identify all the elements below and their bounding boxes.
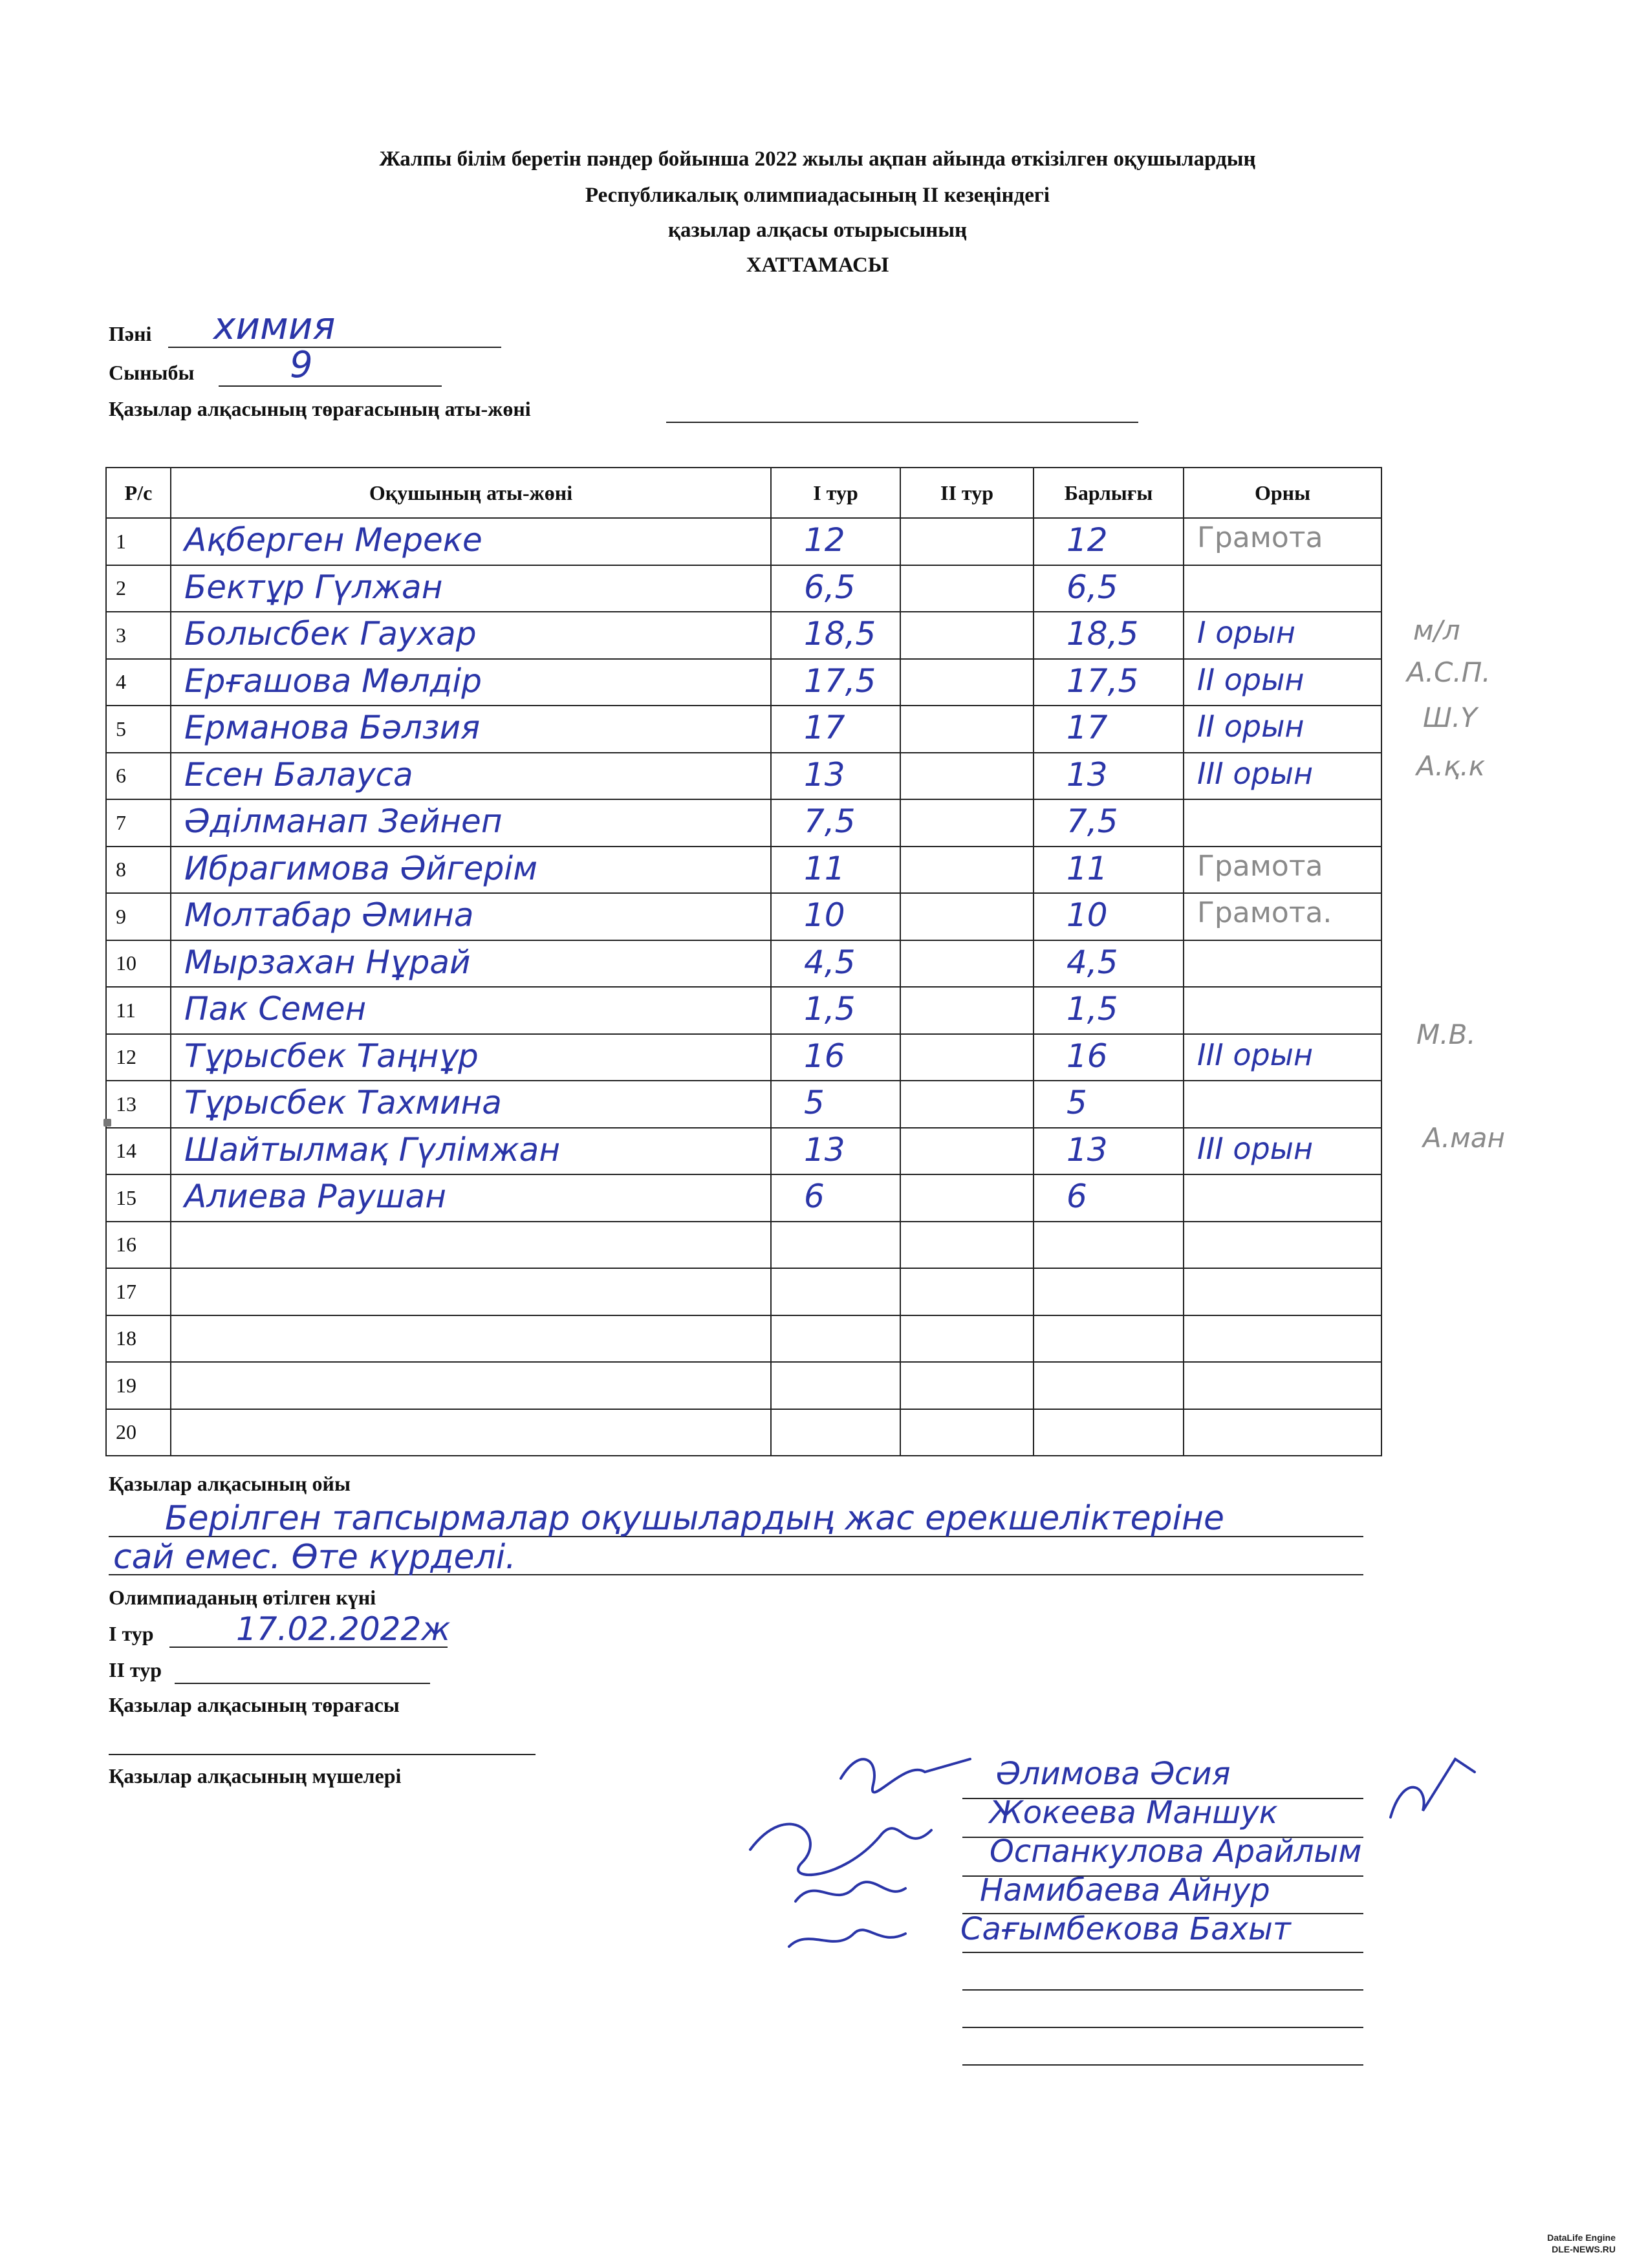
member-line <box>962 2064 1363 2066</box>
total-score-cell <box>1034 893 1184 940</box>
tour1-score: 5 <box>804 1084 825 1121</box>
table-row <box>106 706 1381 753</box>
tour2-score-cell <box>900 847 1034 894</box>
members-label: Қазылар алқасының мүшелері <box>109 1764 402 1787</box>
tour1-score-cell <box>771 565 900 612</box>
student-name-cell <box>171 1315 771 1363</box>
grade-underline <box>219 385 442 387</box>
margin-note: А.ман <box>1423 1122 1505 1154</box>
student-name: Алиева Раушан <box>184 1178 446 1215</box>
watermark-line-1: DataLife Engine <box>1547 2232 1616 2243</box>
tour2-score-cell <box>900 753 1034 800</box>
signature-5 <box>1391 1759 1475 1817</box>
row-number: 14 <box>106 1128 171 1175</box>
member-name: Оспанкулова Арайлым <box>990 1833 1362 1870</box>
total-score-cell <box>1034 1315 1184 1363</box>
student-name: Болысбек Гаухар <box>184 615 477 653</box>
col-header-number: Р/с <box>106 468 171 518</box>
student-name: Молтабар Әмина <box>184 896 474 934</box>
total-score: 16 <box>1067 1037 1108 1075</box>
table-row <box>106 893 1381 940</box>
grade-label: Сыныбы <box>109 361 195 384</box>
student-name-cell <box>171 1268 771 1315</box>
tour1-score-cell <box>771 1174 900 1222</box>
member-name: Әлимова Әсия <box>996 1756 1231 1792</box>
col-header-name: Оқушының аты-жөні <box>171 468 771 518</box>
student-name-cell <box>171 847 771 894</box>
student-name: Ерманова Бәлзия <box>184 709 481 746</box>
margin-note: А.С.П. <box>1407 656 1491 688</box>
place: ІІІ орын <box>1197 1130 1314 1166</box>
tour1-score-cell <box>771 612 900 659</box>
total-score: 11 <box>1067 849 1108 887</box>
place-cell <box>1184 565 1381 612</box>
header-line-4: ХАТТАМАСЫ <box>746 254 889 277</box>
place-cell <box>1184 987 1381 1034</box>
student-name-cell <box>171 753 771 800</box>
total-score-cell <box>1034 1034 1184 1081</box>
tour2-score-cell <box>900 1034 1034 1081</box>
signature-2 <box>750 1824 931 1875</box>
total-score: 1,5 <box>1067 990 1118 1028</box>
table-row <box>106 799 1381 847</box>
place-cell <box>1184 518 1381 565</box>
place: Грамота <box>1197 521 1323 554</box>
tour2-score-cell <box>900 518 1034 565</box>
total-score: 4,5 <box>1067 943 1118 981</box>
place-cell <box>1184 1268 1381 1315</box>
student-name-cell <box>171 799 771 847</box>
place-cell <box>1184 1409 1381 1456</box>
table-header-row <box>106 468 1381 518</box>
tour2-score-cell <box>900 659 1034 706</box>
tour1-score-cell <box>771 1034 900 1081</box>
row-number: 5 <box>106 706 171 753</box>
tour2-score-cell <box>900 1222 1034 1269</box>
table-row <box>106 1174 1381 1222</box>
col-header-total: Барлығы <box>1034 468 1184 518</box>
tour1-score-cell <box>771 1268 900 1315</box>
student-name-cell <box>171 940 771 988</box>
tour1-score-cell <box>771 659 900 706</box>
signature-1 <box>841 1759 970 1792</box>
tour1-score: 4,5 <box>804 943 856 981</box>
row-number: 10 <box>106 940 171 988</box>
total-score-cell <box>1034 1409 1184 1456</box>
total-score-cell <box>1034 753 1184 800</box>
student-name-cell <box>171 518 771 565</box>
tour2-score-cell <box>900 987 1034 1034</box>
tour1-score-cell <box>771 893 900 940</box>
total-score: 6,5 <box>1067 568 1118 606</box>
header-line-1: Жалпы білім беретін пәндер бойынша 2022 жылы ақпан айында өткізілген оқушылардың <box>379 147 1256 171</box>
row-number: 19 <box>106 1362 171 1409</box>
row-number: 17 <box>106 1268 171 1315</box>
student-name-cell <box>171 1128 771 1175</box>
scan-mark <box>103 1119 111 1127</box>
tour1-score: 7,5 <box>804 803 856 840</box>
tour1-score: 17,5 <box>804 662 876 700</box>
tour1-score: 16 <box>804 1037 845 1075</box>
total-score-cell <box>1034 799 1184 847</box>
row-number: 9 <box>106 893 171 940</box>
row-number: 12 <box>106 1034 171 1081</box>
tour1-score-cell <box>771 1409 900 1456</box>
place-cell <box>1184 612 1381 659</box>
place-cell <box>1184 1128 1381 1175</box>
place: ІІ орын <box>1197 709 1305 744</box>
results-table <box>105 467 1382 1456</box>
tour2-score-cell <box>900 1128 1034 1175</box>
tour1-score-cell <box>771 706 900 753</box>
table-row <box>106 612 1381 659</box>
member-name: Жокеева Маншук <box>990 1795 1278 1831</box>
opinion-text-1: Берілген тапсырмалар оқушылардың жас ерекшеліктеріне <box>165 1499 1224 1538</box>
place-cell <box>1184 940 1381 988</box>
tour2-score-cell <box>900 893 1034 940</box>
tour1-score-cell <box>771 847 900 894</box>
total-score-cell <box>1034 1362 1184 1409</box>
tour1-score: 12 <box>804 521 845 559</box>
tour2-score-cell <box>900 1081 1034 1128</box>
tour1-score-cell <box>771 799 900 847</box>
place: Грамота <box>1197 849 1323 883</box>
total-score-cell <box>1034 565 1184 612</box>
margin-note: А.қ.к <box>1416 750 1486 782</box>
total-score-cell <box>1034 518 1184 565</box>
table-row <box>106 1409 1381 1456</box>
tour1-score: 18,5 <box>804 615 876 653</box>
row-number: 6 <box>106 753 171 800</box>
student-name: Әділманап Зейнеп <box>184 803 503 840</box>
place-cell <box>1184 659 1381 706</box>
student-name-cell <box>171 1409 771 1456</box>
total-score: 18,5 <box>1067 615 1139 653</box>
table-row <box>106 1268 1381 1315</box>
table-row <box>106 1362 1381 1409</box>
tour2-score-cell <box>900 1362 1034 1409</box>
student-name-cell <box>171 893 771 940</box>
watermark-line-2: DLE-NEWS.RU <box>1552 2244 1616 2254</box>
total-score: 13 <box>1067 1130 1108 1169</box>
margin-note: Ш.Ү <box>1423 702 1477 733</box>
header-line-3: қазылар алқасы отырысының <box>668 219 967 242</box>
student-name-cell <box>171 1362 771 1409</box>
student-name: Тұрысбек Тахмина <box>184 1084 502 1121</box>
place-cell <box>1184 1174 1381 1222</box>
table-row <box>106 659 1381 706</box>
member-name: Сағымбекова Бахыт <box>960 1911 1291 1947</box>
tour2-score-cell <box>900 940 1034 988</box>
total-score-cell <box>1034 987 1184 1034</box>
chair-name-underline <box>666 422 1138 423</box>
row-number: 15 <box>106 1174 171 1222</box>
opinion-text-2: сай емес. Өте күрделі. <box>113 1538 516 1577</box>
tour1-score: 11 <box>804 849 845 887</box>
row-number: 2 <box>106 565 171 612</box>
student-name: Мырзахан Нұрай <box>184 943 471 981</box>
place-cell <box>1184 706 1381 753</box>
total-score: 12 <box>1067 521 1108 559</box>
student-name-cell <box>171 1081 771 1128</box>
total-score-cell <box>1034 612 1184 659</box>
tour1-score-cell <box>771 940 900 988</box>
total-score-cell <box>1034 1081 1184 1128</box>
total-score-cell <box>1034 1174 1184 1222</box>
table-row <box>106 940 1381 988</box>
chair-name-label: Қазылар алқасының төрағасының аты-жөні <box>109 397 531 420</box>
total-score-cell <box>1034 1128 1184 1175</box>
total-score-cell <box>1034 1268 1184 1315</box>
tour1-score: 6,5 <box>804 568 856 606</box>
tour1-date-value: 17.02.2022ж <box>236 1610 451 1648</box>
tour1-score-cell <box>771 753 900 800</box>
place-cell <box>1184 893 1381 940</box>
total-score-cell <box>1034 659 1184 706</box>
row-number: 13 <box>106 1081 171 1128</box>
opinion-label: Қазылар алқасының ойы <box>109 1472 351 1495</box>
tour1-score-cell <box>771 1315 900 1363</box>
tour1-score: 10 <box>804 896 845 934</box>
total-score: 10 <box>1067 896 1108 934</box>
total-score-cell <box>1034 940 1184 988</box>
place: ІІІ орын <box>1197 1037 1314 1072</box>
student-name-cell <box>171 987 771 1034</box>
place-cell <box>1184 1081 1381 1128</box>
place: ІІ орын <box>1197 662 1305 697</box>
tour1-score-cell <box>771 1362 900 1409</box>
tour2-score-cell <box>900 565 1034 612</box>
tour2-score-cell <box>900 1268 1034 1315</box>
table-row <box>106 1034 1381 1081</box>
tour2-score-cell <box>900 612 1034 659</box>
table-row <box>106 1315 1381 1363</box>
table-row <box>106 987 1381 1034</box>
total-score: 17 <box>1067 709 1108 746</box>
jury-chair-underline <box>109 1754 536 1755</box>
student-name-cell <box>171 1222 771 1269</box>
signature-3 <box>796 1882 905 1901</box>
tour1-score: 17 <box>804 709 845 746</box>
member-line <box>962 1989 1363 1991</box>
student-name-cell <box>171 1034 771 1081</box>
row-number: 4 <box>106 659 171 706</box>
student-name-cell <box>171 1174 771 1222</box>
col-header-tour1: І тур <box>771 468 900 518</box>
student-name: Тұрысбек Таңнұр <box>184 1037 479 1075</box>
total-score-cell <box>1034 1222 1184 1269</box>
place: Грамота. <box>1197 896 1332 929</box>
total-score: 7,5 <box>1067 803 1118 840</box>
row-number: 20 <box>106 1409 171 1456</box>
student-name: Пак Семен <box>184 990 367 1028</box>
signature-4 <box>789 1930 905 1947</box>
place: І орын <box>1197 615 1295 650</box>
jury-chair-label: Қазылар алқасының төрағасы <box>109 1693 400 1716</box>
tour2-underline <box>175 1683 430 1684</box>
row-number: 18 <box>106 1315 171 1363</box>
margin-note: М.В. <box>1416 1019 1476 1050</box>
col-header-place: Орны <box>1184 468 1381 518</box>
tour1-score-cell <box>771 1222 900 1269</box>
tour2-score-cell <box>900 799 1034 847</box>
member-name: Намибаева Айнур <box>980 1872 1270 1908</box>
tour1-score: 6 <box>804 1178 825 1215</box>
tour1-score-cell <box>771 518 900 565</box>
grade-value: 9 <box>290 344 313 386</box>
date-label: Олимпиаданың өтілген күні <box>109 1586 376 1609</box>
row-number: 3 <box>106 612 171 659</box>
member-line <box>962 2027 1363 2028</box>
student-name: Есен Балауса <box>184 755 413 794</box>
signatures <box>711 1733 1526 1979</box>
tour2-label: ІІ тур <box>109 1658 162 1681</box>
row-number: 7 <box>106 799 171 847</box>
student-name-cell <box>171 659 771 706</box>
tour2-score-cell <box>900 1315 1034 1363</box>
student-name: Ерғашова Мөлдір <box>184 662 482 700</box>
col-header-tour2: ІІ тур <box>900 468 1034 518</box>
tour1-score: 1,5 <box>804 990 856 1028</box>
student-name-cell <box>171 565 771 612</box>
place-cell <box>1184 847 1381 894</box>
header-line-2: Республикалық олимпиадасының ІІ кезеңіндегі <box>585 184 1050 207</box>
tour1-score-cell <box>771 987 900 1034</box>
table-row <box>106 753 1381 800</box>
place: ІІІ орын <box>1197 755 1314 791</box>
total-score: 5 <box>1067 1084 1087 1121</box>
tour2-score-cell <box>900 1174 1034 1222</box>
table-row <box>106 1128 1381 1175</box>
place-cell <box>1184 753 1381 800</box>
total-score-cell <box>1034 847 1184 894</box>
tour2-score-cell <box>900 706 1034 753</box>
student-name: Ибрагимова Әйгерім <box>184 849 537 887</box>
margin-note: м/л <box>1413 614 1460 646</box>
table-row <box>106 1081 1381 1128</box>
tour1-score-cell <box>771 1128 900 1175</box>
student-name-cell <box>171 706 771 753</box>
tour2-score-cell <box>900 1409 1034 1456</box>
row-number: 1 <box>106 518 171 565</box>
student-name-cell <box>171 612 771 659</box>
row-number: 8 <box>106 847 171 894</box>
tour1-score: 13 <box>804 1130 845 1169</box>
tour1-score-cell <box>771 1081 900 1128</box>
table-row <box>106 847 1381 894</box>
tour1-label: І тур <box>109 1622 154 1645</box>
row-number: 16 <box>106 1222 171 1269</box>
row-number: 11 <box>106 987 171 1034</box>
place-cell <box>1184 1362 1381 1409</box>
table-row <box>106 565 1381 612</box>
subject-value: химия <box>213 304 336 348</box>
tour1-score: 13 <box>804 755 845 794</box>
student-name: Ақберген Мереке <box>184 521 482 559</box>
subject-label: Пәні <box>109 322 152 345</box>
student-name: Бектұр Гүлжан <box>184 568 443 606</box>
place-cell <box>1184 799 1381 847</box>
total-score: 6 <box>1067 1178 1087 1215</box>
total-score-cell <box>1034 706 1184 753</box>
watermark <box>1547 2232 1616 2255</box>
place-cell <box>1184 1222 1381 1269</box>
student-name: Шайтылмақ Гүлімжан <box>184 1130 561 1169</box>
place-cell <box>1184 1315 1381 1363</box>
place-cell <box>1184 1034 1381 1081</box>
table-row <box>106 1222 1381 1269</box>
total-score: 17,5 <box>1067 662 1139 700</box>
table-row <box>106 518 1381 565</box>
total-score: 13 <box>1067 755 1108 794</box>
